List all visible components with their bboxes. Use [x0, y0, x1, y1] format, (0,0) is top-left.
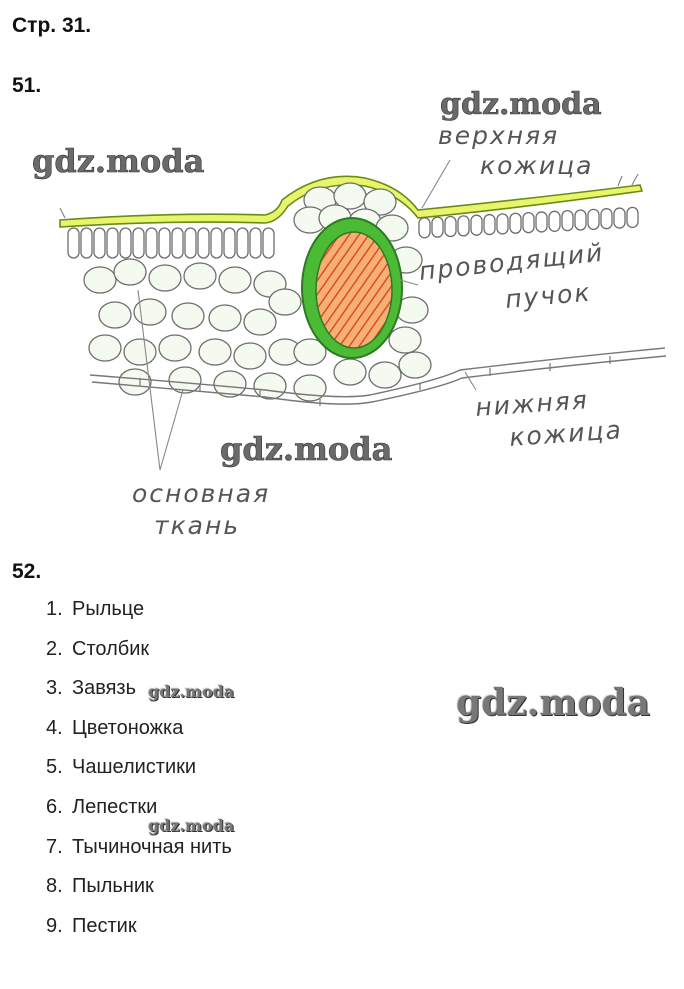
list-item-number: 3. [46, 677, 63, 700]
task-51-number: 51. [12, 74, 42, 97]
ground-tissue-cell [254, 373, 286, 399]
list-item-number: 7. [46, 835, 63, 858]
watermark-logo: gdz.moda [148, 816, 235, 835]
vascular-bundle [302, 218, 402, 358]
list-item [46, 713, 232, 753]
ground-tissue-cell [234, 343, 266, 369]
flower-parts-list [46, 594, 235, 950]
palisade-cell [185, 228, 196, 258]
ground-tissue-cell [119, 369, 151, 395]
ground-tissue-cell [209, 305, 241, 331]
ground-tissue-cell [84, 267, 116, 293]
palisade-cell [94, 228, 105, 258]
list-item-number: 9. [46, 914, 63, 937]
list-item [46, 634, 232, 674]
palisade-cell [562, 211, 573, 231]
label-bundle-1: проводящий [417, 237, 606, 286]
label-lower-skin-1: нижняя [474, 385, 590, 422]
list-item [46, 871, 232, 911]
palisade-cell [601, 209, 612, 229]
list-item-text: Цветоножка [72, 716, 184, 739]
label-ground-tissue-2: ткань [154, 511, 241, 540]
ground-tissue-cell [334, 359, 366, 385]
ground-tissue-cell [199, 339, 231, 365]
palisade-cell [237, 228, 248, 258]
ground-tissue-cell [99, 302, 131, 328]
ground-tissue-cell [269, 289, 301, 315]
list-item-number: 4. [46, 716, 63, 739]
list-item-text: Рыльце [72, 598, 145, 620]
palisade-cell [224, 228, 235, 258]
palisade-cell [614, 208, 625, 228]
ground-tissue-cell [159, 335, 191, 361]
palisade-cell [172, 228, 183, 258]
palisade-cell [419, 218, 430, 238]
list-item-text: Столбик [72, 637, 150, 660]
ground-tissue-cell [244, 309, 276, 335]
palisade-cell [458, 216, 469, 236]
ground-tissue-cell [389, 327, 421, 353]
list-item-number: 8. [46, 875, 63, 898]
watermark-logo: gdz.moda [440, 90, 602, 122]
list-item-number: 1. [46, 598, 63, 620]
list-item-number: 6. [46, 795, 63, 818]
list-item [46, 911, 232, 951]
palisade-cell [263, 228, 274, 258]
palisade-cell [497, 214, 508, 234]
ground-tissue-cell [124, 339, 156, 365]
list-item-text: Пыльник [72, 875, 154, 898]
watermark-logo: gdz.moda [456, 682, 650, 724]
ground-tissue-cell [184, 263, 216, 289]
label-upper-skin-2: кожица [480, 151, 594, 180]
ground-tissue-cell [399, 352, 431, 378]
palisade-cell [120, 228, 131, 258]
palisade-cell [211, 228, 222, 258]
list-item-text: Пестик [72, 914, 137, 937]
watermark-logo: gdz.moda [32, 142, 205, 180]
ground-tissue-cell [149, 265, 181, 291]
leaf-cross-section-drawing [20, 90, 680, 550]
palisade-cell [432, 217, 443, 237]
ground-tissue-cell [294, 375, 326, 401]
palisade-cell [159, 228, 170, 258]
ground-tissue-cell [134, 299, 166, 325]
label-bundle-2: пучок [503, 277, 593, 314]
list-item-text: Тычиночная нить [72, 835, 232, 858]
palisade-cell [523, 213, 534, 233]
task-52-number: 52. [12, 560, 42, 583]
palisade-cell [471, 215, 482, 235]
palisade-cell [198, 228, 209, 258]
leaf-cross-section-figure [20, 90, 680, 550]
label-ground-tissue-1: основная [132, 479, 271, 508]
ground-tissue-cell [369, 362, 401, 388]
palisade-cell [146, 228, 157, 258]
palisade-cell [484, 215, 495, 235]
label-lower-skin-2: кожица [508, 415, 624, 452]
palisade-cell [250, 228, 261, 258]
palisade-cell [68, 228, 79, 258]
ground-tissue-cell [219, 267, 251, 293]
list-item-number: 5. [46, 756, 63, 779]
palisade-cell [107, 228, 118, 258]
palisade-cell [549, 211, 560, 231]
palisade-cell [81, 228, 92, 258]
ground-tissue-cell [114, 259, 146, 285]
list-item [46, 594, 232, 634]
palisade-cell [588, 209, 599, 229]
list-item-text: Лепестки [72, 795, 158, 818]
ground-tissue-cell [172, 303, 204, 329]
list-item-text: Чашелистики [72, 756, 197, 779]
watermark-logo: gdz.moda [148, 682, 235, 701]
palisade-cell [575, 210, 586, 230]
list-item-number: 2. [46, 637, 63, 660]
list-item [46, 832, 232, 872]
ground-tissue-cell [89, 335, 121, 361]
label-upper-skin-1: верхняя [438, 121, 560, 150]
palisade-cell [510, 213, 521, 233]
palisade-cell [536, 212, 547, 232]
list-item-text: Завязь [72, 677, 137, 700]
palisade-cell [445, 217, 456, 237]
list-item [46, 752, 232, 792]
palisade-cell [627, 207, 638, 227]
watermark-logo: gdz.moda [220, 430, 393, 468]
page-title: Стр. 31. [12, 14, 92, 37]
palisade-cell [133, 228, 144, 258]
